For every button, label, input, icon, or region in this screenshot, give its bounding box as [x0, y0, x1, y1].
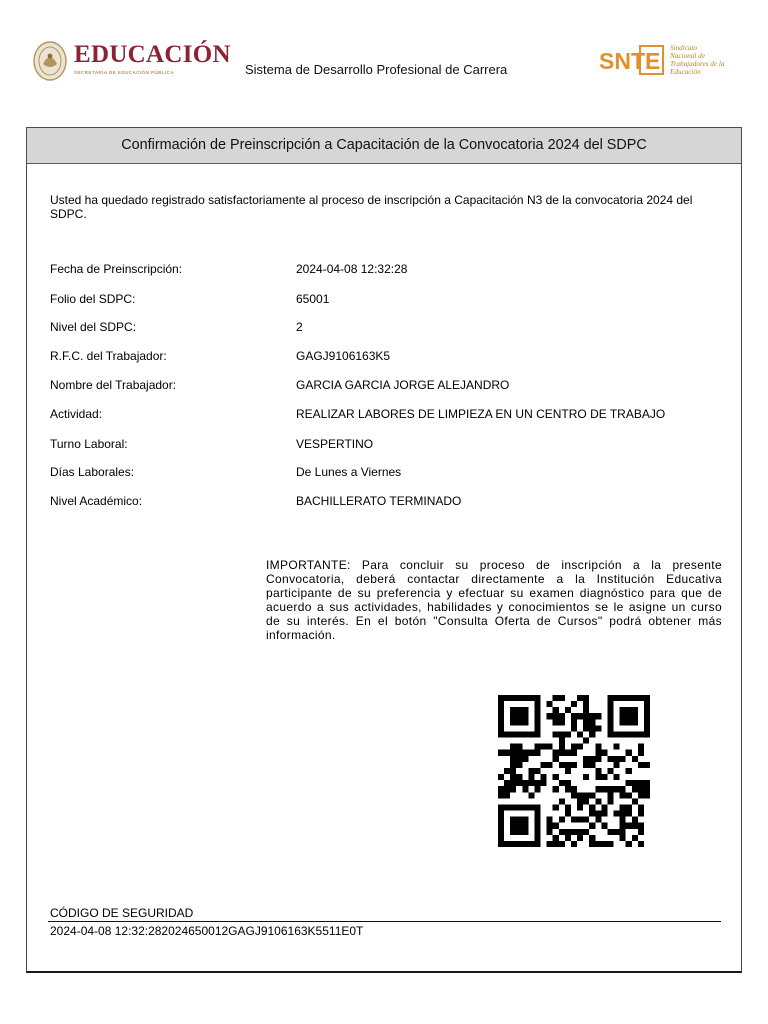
snte-logo — [598, 42, 748, 86]
field-row — [50, 494, 730, 514]
field-label: R.F.C. del Trabajador: — [50, 349, 167, 363]
field-label: Nombre del Trabajador: — [50, 378, 177, 392]
sep-logo — [28, 38, 231, 96]
snte-text-line: Educación — [670, 68, 701, 76]
snte-wordmark: SNTE — [599, 48, 661, 74]
field-value: De Lunes a Viernes — [296, 465, 402, 479]
field-label: Folio del SDPC: — [50, 292, 136, 306]
field-value: 2024-04-08 12:32:28 — [296, 262, 408, 276]
snte-wordmark-icon — [598, 45, 664, 75]
field-label: Nivel Académico: — [50, 494, 143, 508]
field-row — [50, 320, 730, 340]
field-label: Turno Laboral: — [50, 437, 128, 451]
field-label: Días Laborales: — [50, 465, 135, 479]
field-label: Nivel del SDPC: — [50, 320, 137, 334]
field-label: Actividad: — [50, 407, 103, 421]
qr-code-icon — [498, 695, 650, 847]
field-row — [50, 465, 730, 485]
sep-logo-subtitle: SECRETARÍA DE EDUCACIÓN PÚBLICA — [74, 70, 175, 75]
snte-text-line: Nacional de — [670, 52, 705, 60]
field-value: VESPERTINO — [296, 437, 374, 451]
field-value: 2 — [296, 320, 303, 334]
field-row — [50, 437, 730, 457]
field-row — [50, 262, 730, 282]
field-value: BACHILLERATO TERMINADO — [296, 494, 462, 508]
field-value: GARCIA GARCIA JORGE ALEJANDRO — [296, 378, 510, 392]
snte-text-line: Sindicato — [670, 44, 698, 52]
important-notice: IMPORTANTE: Para concluir su proceso de inscripción a la presente Convocatoria, deberá contactar directamente a la Institución Educativa participante de su preferencia y efectuar su examen diagnóstico para que de acuerdo a sus actividades, habilidades y conocimientos se le asigne un curso de su interés. En el botón "Consulta Oferta de Cursos" podrá obtener más información. — [266, 558, 722, 642]
eagle-seal-icon — [32, 40, 68, 82]
field-row — [50, 378, 730, 398]
field-row — [50, 292, 730, 312]
security-code-divider — [48, 921, 721, 922]
document-title: Confirmación de Preinscripción a Capacitación de la Convocatoria 2024 del SDPC — [27, 128, 741, 164]
security-code-value: 2024-04-08 12:32:282024650012GAGJ9106163K5511E0T — [50, 924, 364, 938]
snte-text-line: Trabajadores de la — [670, 60, 725, 68]
system-title: Sistema de Desarrollo Profesional de Carrera — [245, 62, 508, 77]
intro-text: Usted ha quedado registrado satisfactoriamente al proceso de inscripción a Capacitación N3 de la convocatoria 2024 del SDPC. — [50, 193, 693, 221]
security-code-label: CÓDIGO DE SEGURIDAD — [50, 906, 194, 920]
sep-logo-word: EDUCACIÓN — [74, 41, 231, 68]
field-row — [50, 349, 730, 369]
snte-logo-text — [670, 44, 746, 76]
field-value: REALIZAR LABORES DE LIMPIEZA EN UN CENTRO DE TRABAJO — [296, 407, 666, 421]
field-label: Fecha de Preinscripción: — [50, 262, 183, 276]
field-value: 65001 — [296, 292, 330, 306]
field-value: GAGJ9106163K5 — [296, 349, 391, 363]
field-row — [50, 407, 730, 427]
